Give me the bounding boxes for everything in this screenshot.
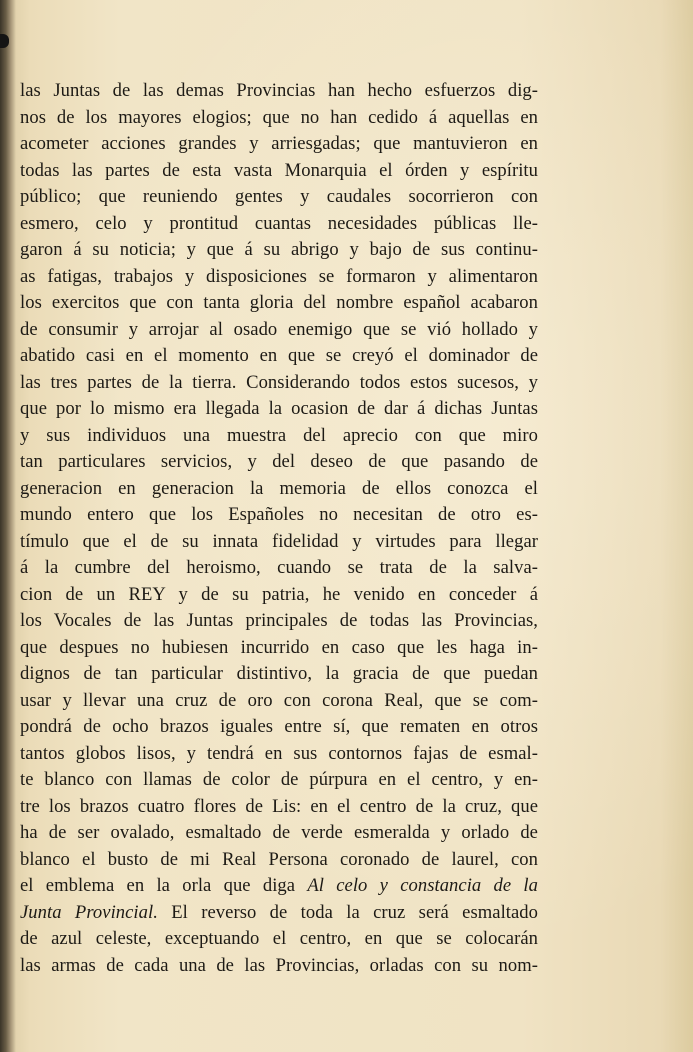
- text-line: las Juntas de las demas Provincias han hecho esfuerzos dig-: [20, 80, 538, 101]
- text-line: tre los brazos cuatro flores de Lis: en el centro de la cruz, que: [20, 795, 538, 817]
- text-line: cion de un REY y de su patria, he venido en conceder á: [20, 583, 538, 605]
- text-line: todas las partes de esta vasta Monarquia el órden y espíritu: [20, 159, 538, 181]
- text-line: abatido casi en el momento en que se creyó el dominador de: [20, 345, 538, 366]
- text-line: de consumir y arrojar al osado enemigo que se vió hollado y: [20, 318, 538, 340]
- text-line: dignos de tan particular distintivo, la gracia de que puedan: [20, 663, 538, 684]
- line-segment: el emblema en la orla que diga: [20, 875, 308, 896]
- text-line: ha de ser ovalado, esmaltado de verde esmeralda y orlado de: [20, 822, 538, 843]
- text-line: las tres partes de la tierra. Considerando todos estos sucesos, y: [20, 371, 538, 393]
- page-binding-edge: [0, 0, 16, 1052]
- text-line: te blanco con llamas de color de púrpura en el centro, y en-: [20, 769, 538, 790]
- line-segment: El reverso de toda la cruz será esmaltado: [157, 901, 538, 923]
- text-line: público; que reuniendo gentes y caudales socorrieron con: [20, 186, 538, 207]
- text-line: generacion en generacion la memoria de ellos conozca el: [20, 477, 538, 499]
- text-line: tímulo que el de su innata fidelidad y virtudes para llegar: [20, 530, 538, 552]
- text-line: mundo entero que los Españoles no necesitan de otro es-: [20, 504, 538, 525]
- text-line: usar y llevar una cruz de oro con corona Real, que se com-: [20, 689, 538, 711]
- text-line: á la cumbre del heroismo, cuando se trata de la salva-: [20, 557, 538, 578]
- text-line: que despues no hubiesen incurrido en caso que les haga in-: [20, 636, 538, 658]
- italic-emblem-text: Al celo y constancia de la: [307, 875, 538, 896]
- document-body: [20, 78, 556, 979]
- text-line: tantos globos lisos, y tendrá en sus contornos fajas de esmal-: [20, 742, 538, 764]
- text-line: los exercitos que con tanta gloria del nombre español acabaron: [20, 292, 538, 313]
- text-line: as fatigas, trabajos y disposiciones se formaron y alimentaron: [20, 265, 538, 287]
- text-line: que por lo mismo era llegada la ocasion de dar á dichas Juntas: [20, 398, 538, 419]
- text-line: garon á su noticia; y que á su abrigo y bajo de sus continu-: [20, 239, 538, 260]
- binding-hole-mark: [0, 34, 9, 48]
- text-line: los Vocales de las Juntas principales de todas las Provincias,: [20, 610, 538, 631]
- text-line: las armas de cada una de las Provincias, orladas con su nom-: [20, 954, 538, 976]
- text-line: pondrá de ocho brazos iguales entre sí, que rematen en otros: [20, 716, 538, 737]
- text-line: tan particulares servicios, y del deseo de que pasando de: [20, 451, 538, 472]
- italic-emblem-text: Junta Provincial.: [20, 901, 158, 923]
- text-line: nos de los mayores elogios; que no han cedido á aquellas en: [20, 106, 538, 128]
- text-line-with-italic: [20, 873, 538, 900]
- text-line: blanco el busto de mi Real Persona coronado de laurel, con: [20, 848, 538, 870]
- text-line: esmero, celo y prontitud cuantas necesidades públicas lle-: [20, 212, 538, 234]
- text-line: acometer acciones grandes y arriesgadas; que mantuvieron en: [20, 133, 538, 154]
- text-line: de azul celeste, exceptuando el centro, en que se colocarán: [20, 928, 538, 949]
- text-line: y sus individuos una muestra del aprecio con que miro: [20, 424, 538, 446]
- text-line-with-italic: [20, 900, 538, 927]
